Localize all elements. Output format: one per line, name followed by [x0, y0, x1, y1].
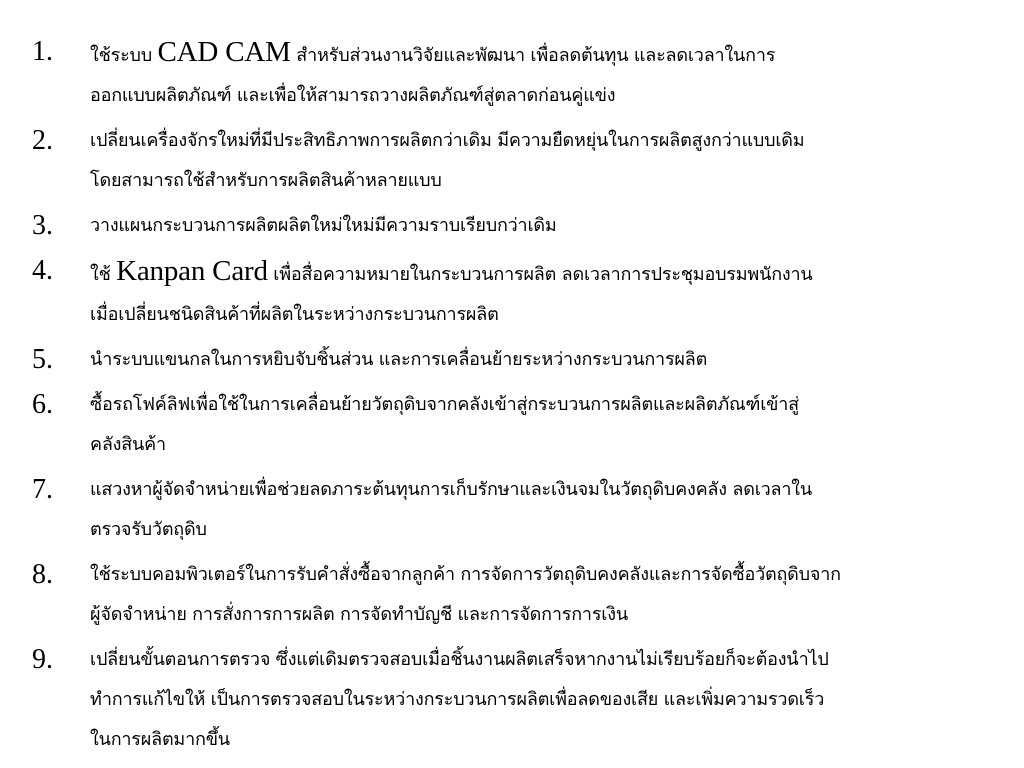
text-line	[90, 32, 1000, 76]
text-segment: เปลี่ยนขั้นตอนการตรวจ ซึ่งแต่เดิมตรวจสอบเมื่อชิ้นงานผลิตเสร็จหากงานไม่เรียบร้อยก็จะต้องนำไป	[90, 649, 829, 670]
numbered-list	[32, 32, 1000, 760]
text-segment: ซื้อรถโฟค์ลิฟเพื่อใช้ในการเคลื่อนย้ายวัตถุดิบจากคลังเข้าสู่กระบวนการผลิตและผลิตภัณฑ์เข้าสู่	[90, 394, 799, 415]
text-segment: ในการผลิตมากขึ้น	[90, 729, 230, 750]
text-line	[90, 295, 1000, 335]
item-text	[90, 340, 1000, 380]
text-line	[90, 510, 1000, 550]
text-segment: สำหรับส่วนงานวิจัยและพัฒนา เพื่อลดต้นทุน และลดเวลาในการ	[290, 45, 776, 66]
latin-term: Kanpan Card	[116, 255, 268, 287]
item-text	[90, 470, 1000, 550]
text-line	[90, 121, 1000, 161]
text-segment: โดยสามารถใช้สำหรับการผลิตสินค้าหลายแบบ	[90, 170, 442, 191]
text-line	[90, 720, 1000, 760]
list-item	[32, 470, 1000, 550]
item-number: 9.	[32, 644, 53, 675]
text-line	[90, 680, 1000, 720]
list-item	[32, 340, 1000, 380]
item-text	[90, 206, 1000, 246]
text-line	[90, 251, 1000, 295]
text-segment: ใช้	[90, 264, 117, 285]
text-segment: ใช้ระบบ	[90, 45, 158, 66]
text-segment: เปลี่ยนเครื่องจักรใหม่ที่มีประสิทธิภาพการผลิตกว่าเดิม มีความยืดหยุ่นในการผลิตสูงกว่าแบบเดิม	[90, 130, 805, 151]
list-item	[32, 206, 1000, 246]
text-line	[90, 385, 1000, 425]
text-segment: ผู้จัดจำหน่าย การสั่งการการผลิต การจัดทำบัญชี และการจัดการการเงิน	[90, 604, 628, 625]
item-number: 1.	[32, 36, 53, 67]
text-segment: แสวงหาผู้จัดจำหน่ายเพื่อช่วยลดภาระต้นทุนการเก็บรักษาและเงินจมในวัตถุดิบคงคลัง ลดเวลาใน	[90, 479, 812, 500]
item-number: 8.	[32, 559, 53, 590]
item-number: 7.	[32, 474, 53, 505]
list-item	[32, 640, 1000, 760]
text-segment: คลังสินค้า	[90, 434, 166, 455]
item-text	[90, 385, 1000, 465]
item-number: 4.	[32, 255, 53, 286]
text-segment: ออกแบบผลิตภัณฑ์ และเพื่อให้สามารถวางผลิตภัณฑ์สู่ตลาดก่อนคู่แข่ง	[90, 85, 616, 106]
text-segment: ทำการแก้ไขให้ เป็นการตรวจสอบในระหว่างกระบวนการผลิตเพื่อลดของเสีย และเพิ่มความรวดเร็ว	[90, 689, 825, 710]
text-line	[90, 555, 1000, 595]
item-number: 2.	[32, 125, 53, 156]
text-line	[90, 340, 1000, 380]
text-segment: ตรวจรับวัตถุดิบ	[90, 519, 207, 540]
item-number: 3.	[32, 210, 53, 241]
text-line	[90, 76, 1000, 116]
item-text	[90, 32, 1000, 116]
list-item	[32, 32, 1000, 116]
text-line	[90, 161, 1000, 201]
text-line	[90, 595, 1000, 635]
item-text	[90, 640, 1000, 760]
text-line	[90, 425, 1000, 465]
text-segment: เมื่อเปลี่ยนชนิดสินค้าที่ผลิตในระหว่างกระบวนการผลิต	[90, 304, 499, 325]
text-segment: นำระบบแขนกลในการหยิบจับชิ้นส่วน และการเคลื่อนย้ายระหว่างกระบวนการผลิต	[90, 349, 708, 370]
item-text	[90, 251, 1000, 335]
list-item	[32, 251, 1000, 335]
item-text	[90, 555, 1000, 635]
item-number: 5.	[32, 344, 53, 375]
list-item	[32, 385, 1000, 465]
item-number: 6.	[32, 389, 53, 420]
text-line	[90, 206, 1000, 246]
text-segment: ใช้ระบบคอมพิวเตอร์ในการรับคำสั่งซื้อจากลูกค้า การจัดการวัตถุดิบคงคลังและการจัดซื้อวัตถุดิบจาก	[90, 564, 841, 585]
list-item	[32, 121, 1000, 201]
item-text	[90, 121, 1000, 201]
text-line	[90, 640, 1000, 680]
latin-term: CAD CAM	[157, 36, 291, 68]
text-segment: เพื่อสื่อความหมายในกระบวนการผลิต ลดเวลาการประชุมอบรมพนักงาน	[267, 264, 813, 285]
list-item	[32, 555, 1000, 635]
text-line	[90, 470, 1000, 510]
text-segment: วางแผนกระบวนการผลิตผลิตใหม่ใหม่มีความราบเรียบกว่าเดิม	[90, 215, 557, 236]
